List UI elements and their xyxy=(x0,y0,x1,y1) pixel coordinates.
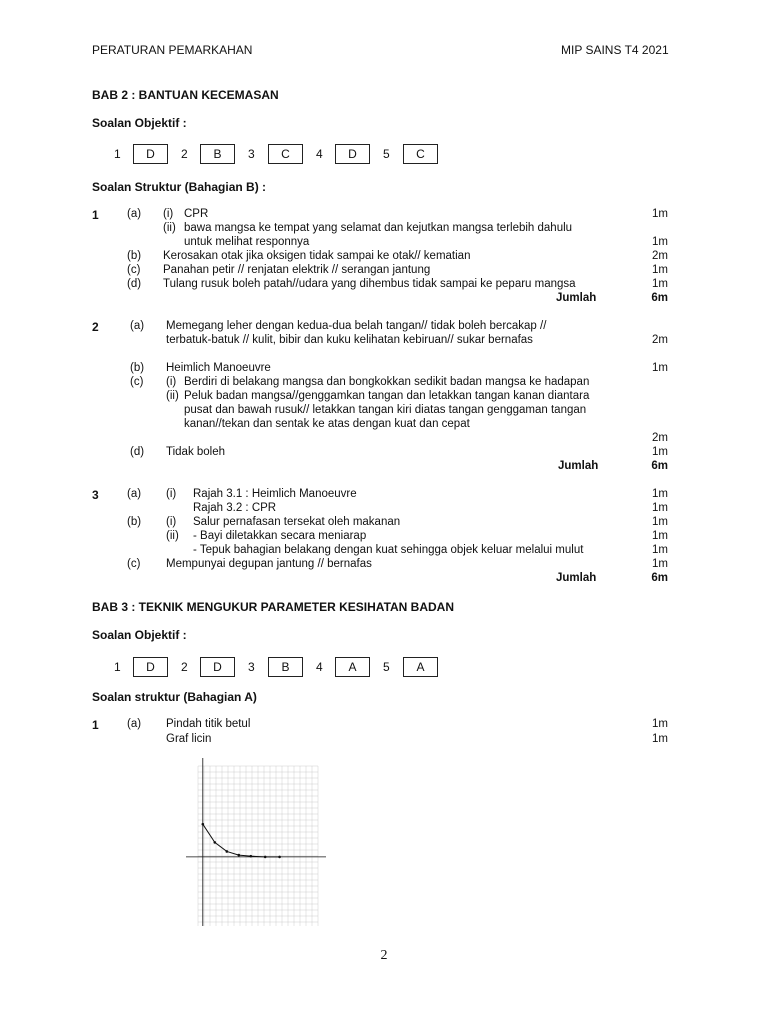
objektif-answer-box: D xyxy=(200,657,235,677)
question-number: 1 xyxy=(92,208,99,222)
part-label: (b) xyxy=(130,362,145,374)
bab3-objektif-label: Soalan Objektif : xyxy=(92,628,187,642)
answer-text: - Tepuk bahagian belakang dengan kuat sehingga objek keluar melalui mulut xyxy=(193,544,584,556)
answer-text: bawa mangsa ke tempat yang selamat dan kejutkan mangsa terlebih dahulu xyxy=(184,222,573,234)
answer-text: Rajah 3.2 : CPR xyxy=(193,502,277,514)
bab3-title: BAB 3 : TEKNIK MENGUKUR PARAMETER KESIHATAN BADAN xyxy=(92,600,454,614)
graph-point xyxy=(264,856,267,859)
subpart-label: (ii) xyxy=(163,222,176,234)
mark: 1m xyxy=(652,718,668,730)
mark: 1m xyxy=(652,446,668,458)
bab2-struktur-label: Soalan Struktur (Bahagian B) : xyxy=(92,180,267,194)
answer-text: terbatuk-batuk // kulit, bibir dan kuku kelihatan kebiruan// sukar bernafas xyxy=(166,334,533,346)
objektif-number: 2 xyxy=(181,660,188,674)
objektif-answer-box: C xyxy=(403,144,438,164)
graph-grid xyxy=(198,766,318,926)
objektif-answer-box: B xyxy=(200,144,235,164)
objektif-number: 1 xyxy=(114,147,121,161)
answer-text: Berdiri di belakang mangsa dan bongkokkan sedikit badan mangsa ke hadapan xyxy=(184,376,590,388)
part-label: (c) xyxy=(130,376,144,388)
answer-text: Tidak boleh xyxy=(166,446,226,458)
subpart-label: (ii) xyxy=(166,390,179,402)
header-left: PERATURAN PEMARKAHAN xyxy=(92,43,253,57)
graph-curve xyxy=(203,824,280,857)
graph-point xyxy=(278,856,281,859)
objektif-number: 5 xyxy=(383,147,390,161)
objektif-number: 5 xyxy=(383,660,390,674)
objektif-number: 4 xyxy=(316,147,323,161)
answer-text: Panahan petir // renjatan elektrik // serangan jantung xyxy=(163,264,431,276)
total-mark: 6m xyxy=(651,572,668,584)
objektif-answer-box: D xyxy=(335,144,370,164)
answer-text: Memegang leher dengan kedua-dua belah tangan// tidak boleh bercakap // xyxy=(166,320,547,332)
mark: 1m xyxy=(652,264,668,276)
objektif-number: 2 xyxy=(181,147,188,161)
bab3-struktur-label: Soalan struktur (Bahagian A) xyxy=(92,690,257,704)
graph-point xyxy=(250,855,253,858)
bab2-title: BAB 2 : BANTUAN KECEMASAN xyxy=(92,88,279,102)
part-label: (d) xyxy=(130,446,145,458)
answer-text: Rajah 3.1 : Heimlich Manoeuvre xyxy=(193,488,357,500)
mark: 1m xyxy=(652,502,668,514)
part-label: (c) xyxy=(127,558,141,570)
subpart-label: (i) xyxy=(166,488,177,500)
part-label: (d) xyxy=(127,278,142,290)
answer-text: Peluk badan mangsa//genggamkan tangan dan letakkan tangan kanan diantara xyxy=(184,390,590,402)
answer-text: Mempunyai degupan jantung // bernafas xyxy=(166,558,372,570)
answer-text: pusat dan bawah rusuk// letakkan tangan kiri diatas tangan genggaman tangan xyxy=(184,404,587,416)
part-label: (a) xyxy=(127,208,142,220)
part-label: (a) xyxy=(127,718,142,730)
total-mark: 6m xyxy=(651,460,668,472)
subpart-label: (i) xyxy=(163,208,174,220)
answer-text: - Bayi diletakkan secara meniarap xyxy=(193,530,367,542)
total-label: Jumlah xyxy=(556,292,597,304)
mark: 1m xyxy=(652,362,668,374)
answer-text: Heimlich Manoeuvre xyxy=(166,362,271,374)
total-label: Jumlah xyxy=(556,572,597,584)
objektif-number: 3 xyxy=(248,660,255,674)
graph-point xyxy=(202,823,205,826)
mark: 1m xyxy=(652,516,668,528)
objektif-answer-box: A xyxy=(335,657,370,677)
graph-axes xyxy=(186,758,326,926)
question-number: 1 xyxy=(92,718,99,732)
part-label: (b) xyxy=(127,516,142,528)
mark: 1m xyxy=(652,208,668,220)
objektif-answer-box: D xyxy=(133,657,168,677)
mark: 1m xyxy=(652,488,668,500)
mark: 2m xyxy=(652,250,668,262)
objektif-answer-box: A xyxy=(403,657,438,677)
part-label: (b) xyxy=(127,250,142,262)
subpart-label: (ii) xyxy=(166,530,179,542)
objektif-answer-box: D xyxy=(133,144,168,164)
question-number: 3 xyxy=(92,488,99,502)
subpart-label: (i) xyxy=(166,516,177,528)
objektif-number: 4 xyxy=(316,660,323,674)
mark: 1m xyxy=(652,530,668,542)
graph-point xyxy=(226,850,229,853)
mark: 2m xyxy=(652,432,668,444)
answer-text: Pindah titik betul xyxy=(166,718,251,730)
answer-text: Tulang rusuk boleh patah//udara yang dihembus tidak sampai ke peparu mangsa xyxy=(163,278,576,290)
mark: 1m xyxy=(652,544,668,556)
mark: 1m xyxy=(652,733,668,745)
mark: 1m xyxy=(652,236,668,248)
answer-text: CPR xyxy=(184,208,209,220)
part-label: (c) xyxy=(127,264,141,276)
mark: 2m xyxy=(652,334,668,346)
objektif-answer-box: B xyxy=(268,657,303,677)
part-label: (a) xyxy=(130,320,145,332)
objektif-number: 1 xyxy=(114,660,121,674)
objektif-answer-box: C xyxy=(268,144,303,164)
question-number: 2 xyxy=(92,320,99,334)
total-mark: 6m xyxy=(651,292,668,304)
mark: 1m xyxy=(652,558,668,570)
bab2-objektif-label: Soalan Objektif : xyxy=(92,116,187,130)
answer-text: Salur pernafasan tersekat oleh makanan xyxy=(193,516,401,528)
graph-point xyxy=(214,841,217,844)
header-right: MIP SAINS T4 2021 xyxy=(561,43,669,57)
answer-text: kanan//tekan dan sentak ke atas dengan kuat dan cepat xyxy=(184,418,470,430)
answer-text: Kerosakan otak jika oksigen tidak sampai ke otak// kematian xyxy=(163,250,471,262)
page-number: 2 xyxy=(380,948,388,963)
part-label: (a) xyxy=(127,488,142,500)
total-label: Jumlah xyxy=(558,460,599,472)
graph-point xyxy=(238,854,241,857)
answer-text: Graf licin xyxy=(166,733,212,745)
graph-figure xyxy=(168,754,328,932)
mark: 1m xyxy=(652,278,668,290)
answer-text: untuk melihat responnya xyxy=(184,236,310,248)
subpart-label: (i) xyxy=(166,376,177,388)
objektif-number: 3 xyxy=(248,147,255,161)
